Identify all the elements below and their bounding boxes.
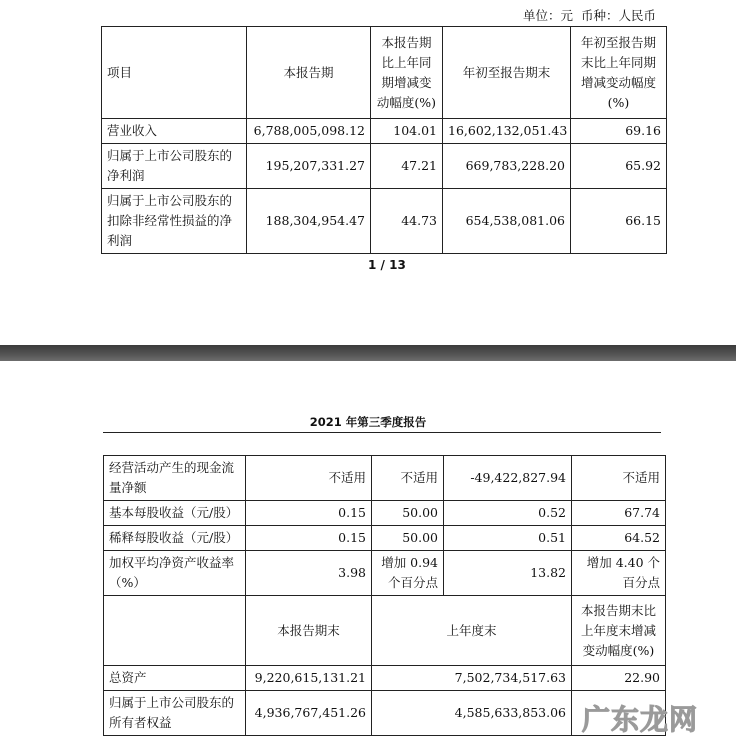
row-label: 经营活动产生的现金流量净额 xyxy=(104,456,246,501)
table-row xyxy=(104,501,666,526)
table-cell: 增加 4.40 个百分点 xyxy=(572,551,666,596)
row-label: 归属于上市公司股东的净利润 xyxy=(102,144,247,189)
table-cell: 65.92 xyxy=(571,144,667,189)
currency-label: 币种：人民币 xyxy=(580,8,656,23)
unit-label: 单位：元 xyxy=(522,8,573,23)
header-cell: 本报告期末比上年度末增减变动幅度(%) xyxy=(572,596,666,666)
table-cell: 7,502,734,517.63 xyxy=(372,666,572,691)
table-cell: 0.15 xyxy=(246,526,372,551)
unit-line xyxy=(519,6,656,24)
header-cell: 年初至报告期末 xyxy=(443,27,571,119)
table-cell: 4,585,633,853.06 xyxy=(372,691,572,736)
header-cell: 本报告期 xyxy=(247,27,371,119)
row-label: 营业收入 xyxy=(102,119,247,144)
row-label: 归属于上市公司股东的扣除非经常性损益的净利润 xyxy=(102,189,247,254)
table-cell: 9,220,615,131.21 xyxy=(246,666,372,691)
table-cell: 6,788,005,098.12 xyxy=(247,119,371,144)
table-header-row xyxy=(102,27,667,119)
table-cell: 104.01 xyxy=(371,119,443,144)
table-row xyxy=(104,456,666,501)
table-cell: 188,304,954.47 xyxy=(247,189,371,254)
table-cell: 69.16 xyxy=(571,119,667,144)
table-cell: 64.52 xyxy=(572,526,666,551)
table-cell: 13.82 xyxy=(444,551,572,596)
table-cell: 44.73 xyxy=(371,189,443,254)
header-cell: 项目 xyxy=(102,27,247,119)
table-cell: 66.15 xyxy=(571,189,667,254)
title-rule xyxy=(103,432,661,433)
table-cell: 4,936,767,451.26 xyxy=(246,691,372,736)
header-cell: 本报告期末 xyxy=(246,596,372,666)
table-cell: 0.15 xyxy=(246,501,372,526)
table-cell: 195,207,331.27 xyxy=(247,144,371,189)
table-cell: 不适用 xyxy=(572,456,666,501)
row-label: 总资产 xyxy=(104,666,246,691)
watermark-logo: 广东龙网 xyxy=(581,703,698,736)
report-title: 2021 年第三季度报告 xyxy=(309,415,427,429)
table-row xyxy=(104,551,666,596)
row-label: 稀释每股收益（元/股） xyxy=(104,526,246,551)
header-cell: 本报告期比上年同期增减变动幅度(%) xyxy=(371,27,443,119)
row-label: 基本每股收益（元/股） xyxy=(104,501,246,526)
table-cell: 16,602,132,051.43 xyxy=(443,119,571,144)
financial-table-2 xyxy=(103,455,666,736)
header-cell: 年初至报告期末比上年同期增减变动幅度(%) xyxy=(571,27,667,119)
table-cell: 654,538,081.06 xyxy=(443,189,571,254)
table-cell: 47.21 xyxy=(371,144,443,189)
row-label: 归属于上市公司股东的所有者权益 xyxy=(104,691,246,736)
table-row xyxy=(102,189,667,254)
table-cell: 3.98 xyxy=(246,551,372,596)
page-number: 1 / 13 xyxy=(368,258,406,272)
table-row xyxy=(104,526,666,551)
table-cell: 50.00 xyxy=(372,501,444,526)
table-cell: 22.90 xyxy=(572,666,666,691)
table-cell: 不适用 xyxy=(372,456,444,501)
table-row xyxy=(104,666,666,691)
table-cell: 50.00 xyxy=(372,526,444,551)
table-header-row xyxy=(104,596,666,666)
header-cell: 上年度末 xyxy=(372,596,572,666)
table-cell: 67.74 xyxy=(572,501,666,526)
header-cell xyxy=(104,596,246,666)
financial-table-1 xyxy=(101,26,667,254)
table-cell: 669,783,228.20 xyxy=(443,144,571,189)
table-row xyxy=(102,144,667,189)
table-cell: 增加 0.94 个百分点 xyxy=(372,551,444,596)
table-row xyxy=(102,119,667,144)
row-label: 加权平均净资产收益率（%） xyxy=(104,551,246,596)
page-divider xyxy=(0,345,736,361)
table-cell: -49,422,827.94 xyxy=(444,456,572,501)
page-top xyxy=(0,0,736,345)
table-cell: 0.52 xyxy=(444,501,572,526)
table-cell: 不适用 xyxy=(246,456,372,501)
table-cell: 0.51 xyxy=(444,526,572,551)
